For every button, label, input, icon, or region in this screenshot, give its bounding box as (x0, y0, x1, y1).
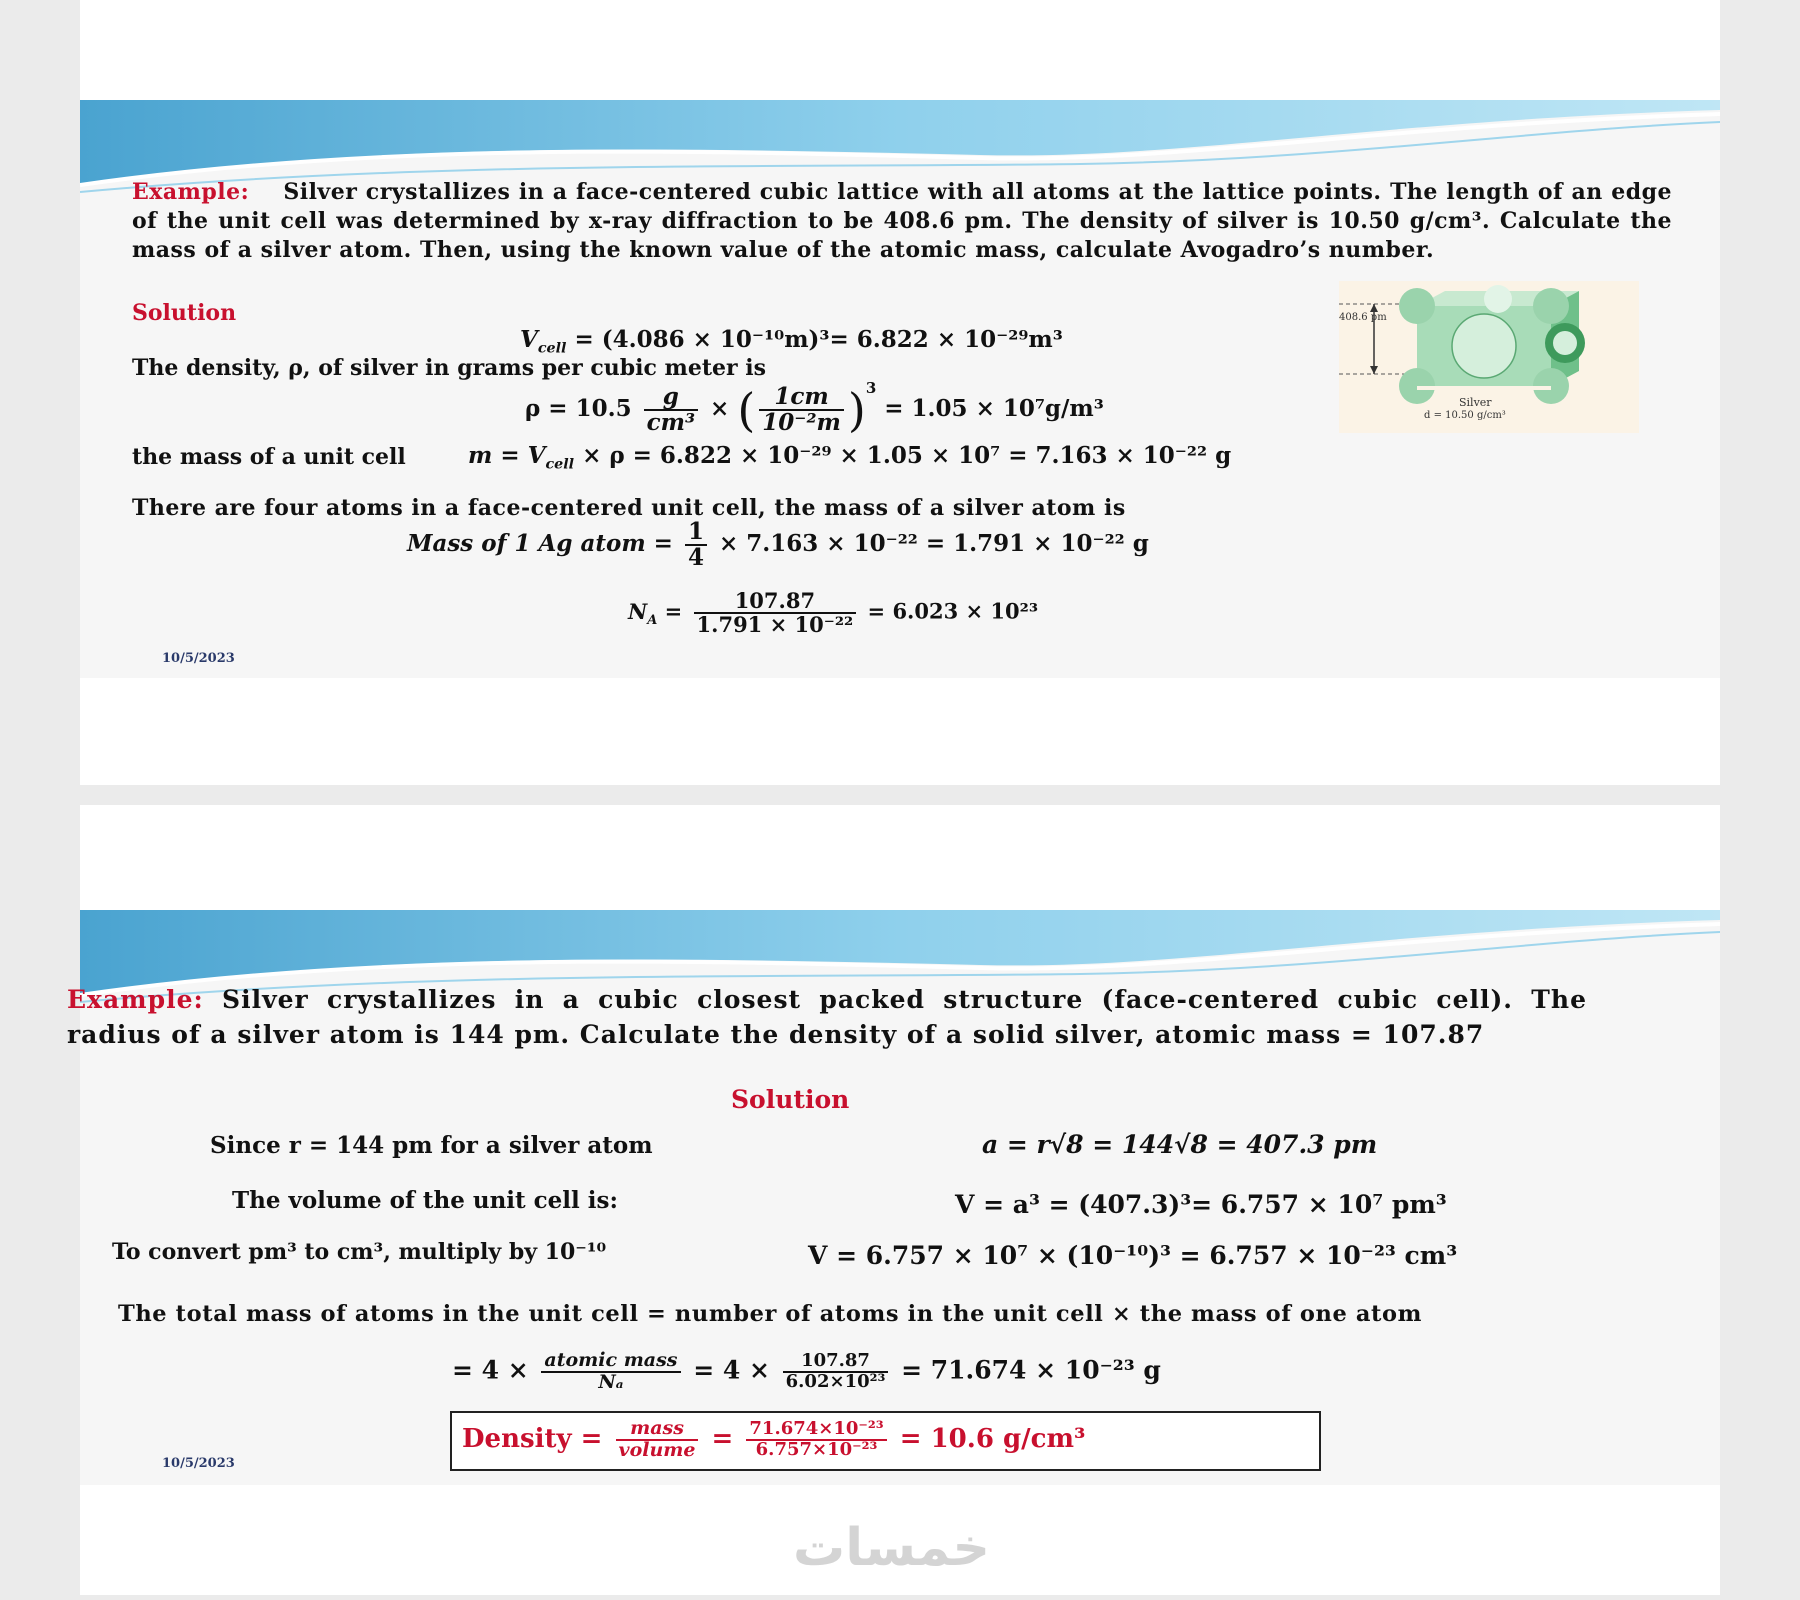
example-label-2: Example: (67, 985, 204, 1014)
mass-volume-fraction: $\frac{\text{mass}}{\text{volume}}$ (616, 1419, 699, 1461)
example-paragraph-2 (67, 982, 1587, 1052)
mass-value-fraction: $\frac{107.87}{\text{6.02×10²³}}$ (783, 1352, 889, 1392)
rho-equation: ρ = 10.5 $\frac{g}{\text{cm³}}$ × ( $\frac{1cm}{\text{10⁻²m}}$ )$^3$ = 1.05 × 10⁷g/m³ (525, 379, 1104, 437)
solution-label-2: Solution (731, 1085, 850, 1114)
four-atoms-text: There are four atoms in a face-centered unit cell, the mass of a silver atom is (132, 495, 1126, 521)
cm-per-m-fraction: $\frac{1cm}{\text{10⁻²m}}$ (759, 385, 844, 435)
density-intro: The density, ρ, of silver in grams per cubic meter is (132, 355, 766, 381)
avogadro-equation: $N_A$ = $\frac{107.87}{\text{1.791 × 10⁻²²}}$ = 6.023 × 10²³ (628, 588, 1039, 638)
since-text: Since r = 144 pm for a silver atom (210, 1132, 653, 1159)
atomic-mass-fraction: $\frac{\text{atomic mass}}{\text{Nₐ}}$ (541, 1351, 680, 1393)
fcc-unit-cell-figure (1339, 281, 1639, 433)
solution-label: Solution (132, 300, 237, 326)
slide-1 (80, 0, 1720, 785)
example-text: Silver crystallizes in a face-centered cubic lattice with all atoms at the lattice points. The length of an edge of the unit cell was determined by x-ray diffraction to be 408.6 pm. The density of silver is 10.50 g/cm³. Calculate the mass of a silver atom. Then, using the known value of the atomic mass, calculate Avogadro’s number. (132, 179, 1672, 263)
figure-caption-name: Silver (1459, 396, 1492, 409)
quarter-fraction: $\frac{1}{4}$ (685, 520, 707, 570)
g-per-cm3-fraction: $\frac{g}{\text{cm³}}$ (644, 385, 698, 435)
mass-atom-equation: Mass of 1 Ag atom = $\frac{1}{4}$ × 7.163 × 10⁻²² = 1.791 × 10⁻²² g (407, 518, 1149, 572)
convert-label: To convert pm³ to cm³, multiply by 10⁻¹⁰ (112, 1239, 607, 1265)
mass-equation: = 4 × $\frac{\text{atomic mass}}{\text{Nₐ}}$ = 4 × $\frac{107.87}{\text{6.02×10²³}}$ = 71.674 × 10⁻²³ g (452, 1349, 1161, 1393)
slide-date-2: 10/5/2023 (162, 1456, 235, 1471)
v-equation: V = a³ = (407.3)³= 6.757 × 10⁷ pm³ (955, 1190, 1447, 1219)
density-equation: Density = $\frac{\text{mass}}{\text{volume}}$ = $\frac{\text{71.674×10⁻²³}}{\text{6.757×10⁻²³}}$ = 10.6 g/cm³ (462, 1417, 1086, 1461)
mass-cell-equation: $m = V_{cell} \times \rho = 6.822 \times 10^{-29} \times 1.05 \times 10^7 = 7.163 \times 10^{-22}$ g (468, 442, 1232, 473)
slide-date: 10/5/2023 (162, 651, 235, 666)
watermark-logo: خمسات (793, 1518, 991, 1578)
example-text-2: Silver crystallizes in a cubic closest packed structure (face-centered cubic cell). The radius of a silver atom is 144 pm. Calculate the density of a solid silver, atomic mass = 107.87 (67, 985, 1587, 1049)
mass-cell-label: the mass of a unit cell (132, 444, 406, 470)
vcell-equation: $V_{cell} = (4.086 \times 10^{-10}m)^3= 6.822 \times 10^{-29}m^3$ (520, 326, 1063, 357)
v-convert-equation: V = 6.757 × 10⁷ × (10⁻¹⁰)³ = 6.757 × 10⁻²³ cm³ (808, 1241, 1458, 1270)
example-label: Example: (132, 179, 250, 205)
edge-length-label: 408.6 pm (1339, 312, 1387, 323)
example-paragraph (132, 178, 1672, 265)
volume-label: The volume of the unit cell is: (232, 1187, 618, 1214)
figure-caption-density: d = 10.50 g/cm³ (1424, 410, 1506, 421)
density-result-box (450, 1411, 1321, 1471)
density-value-fraction: $\frac{\text{71.674×10⁻²³}}{\text{6.757×10⁻²³}}$ (746, 1420, 886, 1460)
a-equation: a = r√8 = 144√8 = 407.3 pm (982, 1130, 1378, 1159)
avogadro-fraction: $\frac{107.87}{\text{1.791 × 10⁻²²}}$ (694, 590, 857, 636)
total-mass-text: The total mass of atoms in the unit cell = number of atoms in the unit cell × the mass of one atom (118, 1301, 1423, 1327)
